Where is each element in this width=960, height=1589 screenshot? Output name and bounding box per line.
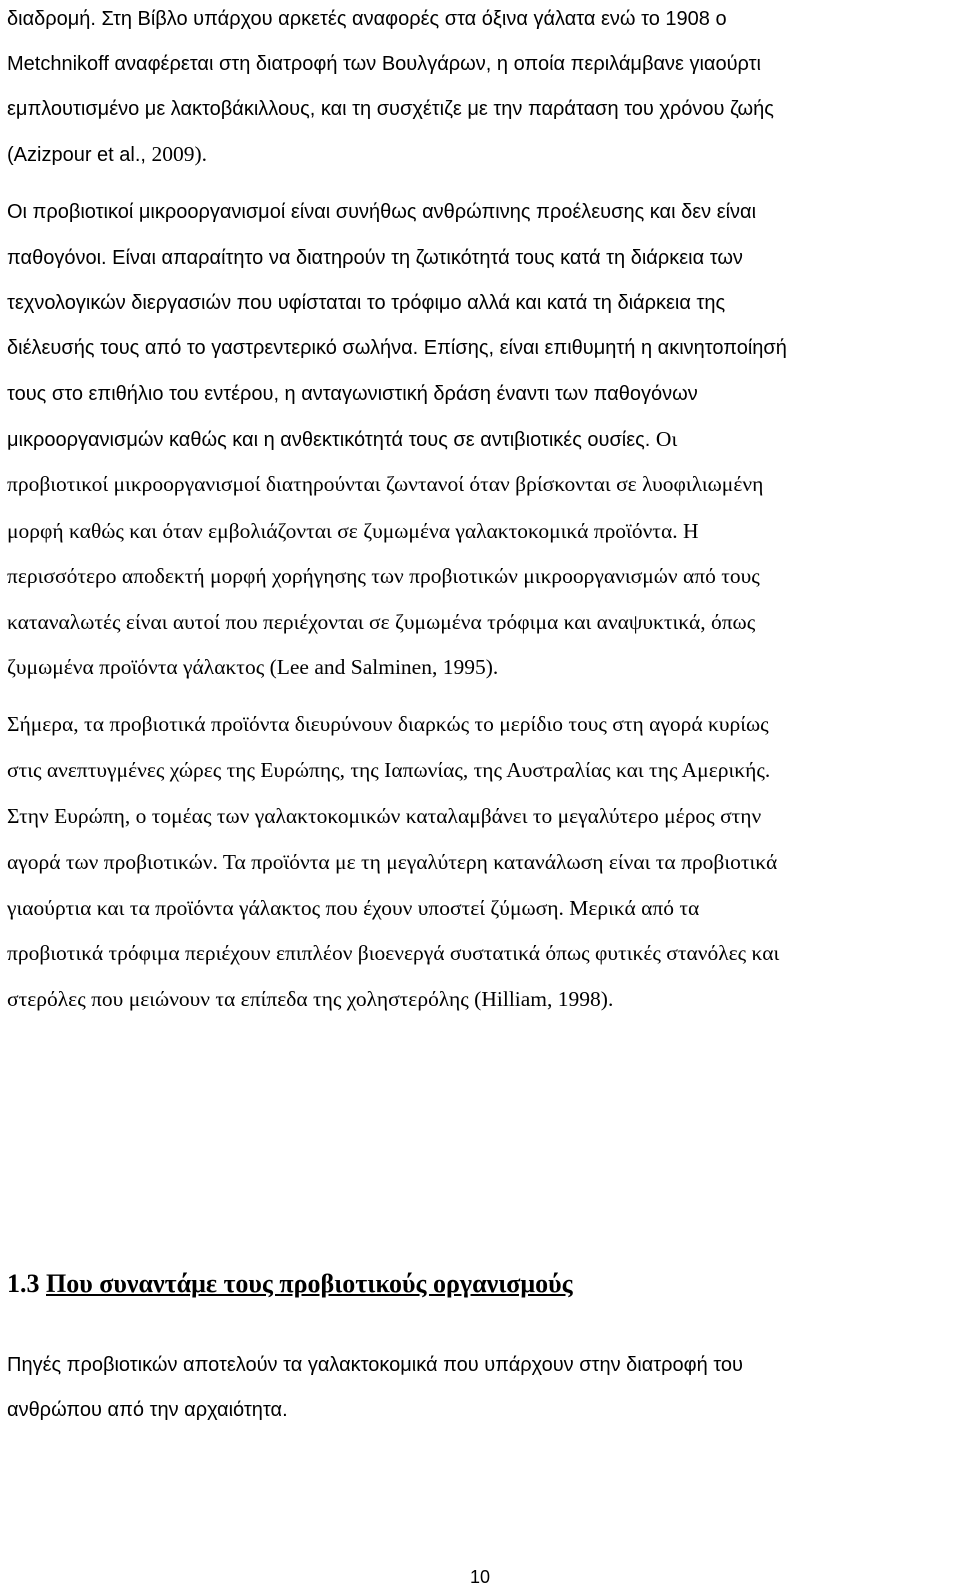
text-line <box>7 96 774 122</box>
text-run: μορφή καθώς και όταν εμβολιάζονται σε ζυμωμένα γαλακτοκομικά προϊόντα. Η <box>7 519 699 543</box>
text-run: Είναι απαραίτητο να διατηρούν τη ζωτικότητά τους κατά τη διάρκεια των <box>112 247 743 269</box>
text-run: ανθρώπου από την αρχαιότητα. <box>7 1399 288 1421</box>
page-number: 10 <box>469 1567 491 1587</box>
text-line <box>7 940 779 967</box>
text-run: προβιοτικοί μικροοργανισμοί διατηρούνται ζωντανοί όταν βρίσκονται σε λυοφιλιωμένη <box>7 472 764 496</box>
text-run: καταναλωτές είναι αυτοί που περιέχονται σε ζυμωμένα τρόφιμα και αναψυκτικά, όπως <box>7 610 756 634</box>
text-line <box>7 141 207 168</box>
text-line <box>7 426 677 453</box>
text-line <box>7 51 761 77</box>
text-run: στις ανεπτυγμένες χώρες της Ευρώπης, της Ιαπωνίας, της Αυστραλίας και της Αμερικής. <box>7 758 771 782</box>
text-run: Σήμερα, τα προβιοτικά προϊόντα διευρύνουν διαρκώς το μερίδιο τους στη αγορά κυρίως <box>7 712 769 736</box>
text-line <box>7 654 498 681</box>
text-run: προβιοτικά τρόφιμα περιέχουν επιπλέον βιοενεργά συστατικά όπως φυτικές στανόλες και <box>7 941 780 965</box>
text-line <box>7 6 727 32</box>
text-line <box>7 895 699 922</box>
text-line <box>7 609 755 636</box>
text-line <box>7 986 613 1013</box>
text-run: 2009). <box>151 142 208 166</box>
text-run: διέλευσής τους από το γαστρεντερικό σωλήνα. <box>7 337 424 359</box>
text-run: περισσότερο αποδεκτή μορφή χορήγησης των προβιοτικών μικροοργανισμών από τους <box>7 564 760 588</box>
text-run: Πηγές προβιοτικών αποτελούν τα γαλακτοκομικά που υπάρχουν στην διατροφή του <box>7 1354 743 1376</box>
text-line <box>7 471 763 498</box>
text-run: Οι προβιοτικοί μικροοργανισμοί είναι συνήθως ανθρώπινης προέλευσης και δεν είναι <box>7 201 757 223</box>
text-run: ζυμωμένα προϊόντα γάλακτος (Lee and Salminen, 1995). <box>7 655 499 679</box>
text-line <box>7 518 699 545</box>
text-line <box>7 563 760 590</box>
section-heading <box>7 1268 573 1300</box>
text-run: μικροοργανισμών καθώς και η ανθεκτικότητά τους σε αντιβιοτικές ουσίες. <box>7 429 656 451</box>
text-line <box>7 290 725 316</box>
text-run: Metchnikoff αναφέρεται στη διατροφή των Βουλγάρων, η οποία περιλάμβανε γιαούρτι <box>7 53 761 75</box>
text-run: στερόλες που μειώνουν τα επίπεδα της χοληστερόλης (Hilliam, 1998). <box>7 987 614 1011</box>
text-line <box>7 1352 743 1378</box>
text-line <box>7 245 743 271</box>
text-line <box>7 849 777 876</box>
text-line <box>7 381 698 407</box>
text-line <box>7 1397 288 1423</box>
text-run: εμπλουτισμένο με λακτοβάκιλλους, και τη συσχέτιζε με την παράταση του χρόνου ζωής <box>7 98 774 120</box>
text-run: τους στο επιθήλιο του εντέρου, η ανταγωνιστική δράση έναντι των παθογόνων <box>7 383 698 405</box>
text-line <box>7 803 761 830</box>
section-title: Που συναντάμε τους προβιοτικούς οργανισμούς <box>46 1269 573 1298</box>
text-run: Επίσης, είναι επιθυμητή η ακινητοποίησή <box>423 337 787 359</box>
text-line <box>7 335 787 361</box>
text-run: (Azizpour et al., <box>7 144 152 166</box>
section-number: 1.3 <box>7 1269 40 1298</box>
text-run: Στην Ευρώπη, ο τομέας των γαλακτοκομικών καταλαμβάνει το μεγαλύτερο μέρος στην <box>7 804 762 828</box>
text-line <box>7 199 756 225</box>
text-line <box>7 757 770 784</box>
text-run: διαδρομή. Στη Βίβλο υπάρχου αρκετές αναφορές στα όξινα γάλατα ενώ το 1908 ο <box>7 8 727 30</box>
text-run: Οι <box>655 427 678 451</box>
text-run: αγορά των προβιοτικών. Τα προϊόντα με τη μεγαλύτερη κατανάλωση είναι τα προβιοτικά <box>7 850 778 874</box>
text-run: γιαούρτια και τα προϊόντα γάλακτος που έχουν υποστεί ζύμωση. Μερικά από τα <box>7 896 700 920</box>
text-run: τεχνολογικών διεργασιών που υφίσταται το τρόφιμο αλλά και κατά τη διάρκεια της <box>7 292 726 314</box>
text-line <box>7 711 769 738</box>
text-run: παθογόνοι. <box>7 247 113 269</box>
